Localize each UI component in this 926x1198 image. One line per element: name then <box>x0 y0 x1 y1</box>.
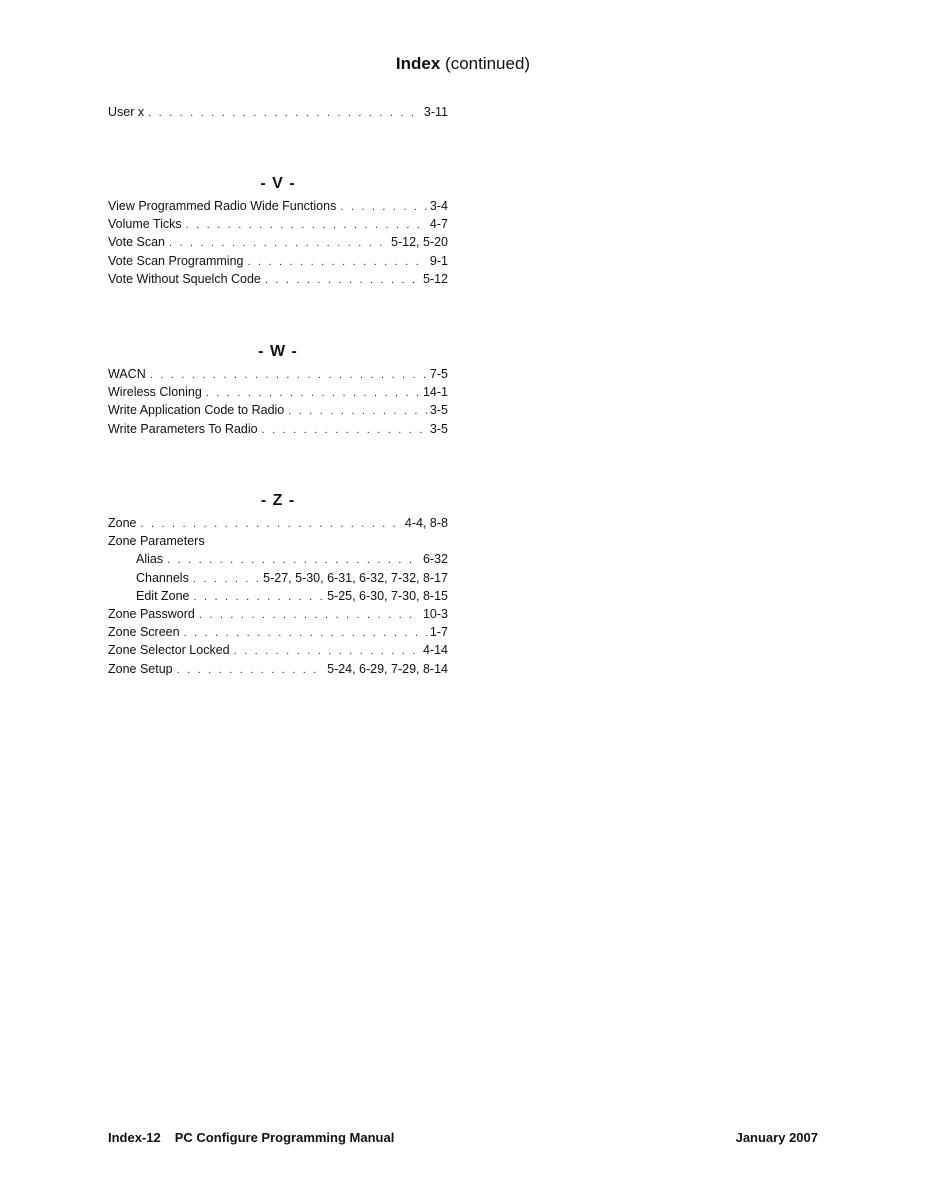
index-entry <box>108 365 448 383</box>
index-term: Channels <box>136 570 189 585</box>
index-subentry <box>108 587 448 605</box>
index-entry <box>108 660 448 678</box>
index-section-z <box>108 490 448 678</box>
index-term: User x <box>108 105 145 119</box>
dot-leader <box>193 570 260 587</box>
index-pages: 6-32 <box>422 552 448 567</box>
page-title: Index <box>395 54 441 73</box>
page-title-suffix: (continued) <box>445 54 531 73</box>
dot-leader <box>167 551 420 568</box>
index-pages: 4-7 <box>429 217 448 232</box>
index-pages: 5-27, 5-30, 6-31, 6-32, 7-32, 8-17 <box>263 570 448 585</box>
index-pages: 3-5 <box>429 403 448 418</box>
footer-left <box>108 1130 394 1145</box>
index-term: Zone Selector Locked <box>108 643 230 658</box>
index-pages: 9-1 <box>429 253 448 268</box>
index-term: Wireless Cloning <box>108 385 202 400</box>
index-entry <box>108 270 448 288</box>
index-pages: 5-25, 6-30, 7-30, 8-15 <box>327 588 448 603</box>
section-letter-heading: - W - <box>258 343 298 360</box>
dot-leader <box>262 421 427 438</box>
index-term: Zone Screen <box>108 625 180 640</box>
index-entry <box>108 420 448 438</box>
index-pages: 5-12 <box>422 271 448 286</box>
index-pages: 5-12, 5-20 <box>391 235 448 250</box>
section-letter-heading: - Z - <box>260 492 296 509</box>
index-entry <box>108 233 448 251</box>
dot-leader <box>340 198 427 215</box>
index-term: Vote Without Squelch Code <box>108 271 261 286</box>
index-section-v <box>108 173 448 288</box>
index-pages: 1-7 <box>429 625 448 640</box>
index-section-w <box>108 341 448 438</box>
dot-leader <box>248 253 427 270</box>
index-term: View Programmed Radio Wide Functions <box>108 199 337 213</box>
index-section-u <box>108 103 448 121</box>
index-term: Zone Parameters <box>108 534 205 549</box>
index-term: Zone <box>108 516 137 530</box>
index-pages: 3-11 <box>423 105 448 119</box>
index-pages: 3-4 <box>429 199 448 213</box>
index-pages: 7-5 <box>429 367 448 381</box>
index-term: Alias <box>136 552 164 567</box>
index-term: Vote Scan <box>108 235 165 250</box>
dot-leader <box>186 216 427 233</box>
index-term: Edit Zone <box>136 588 190 603</box>
dot-leader <box>199 606 420 623</box>
index-entry <box>108 641 448 659</box>
index-term: WACN <box>108 367 146 381</box>
index-pages: 4-4, 8-8 <box>404 516 448 530</box>
index-subentry <box>108 569 448 587</box>
index-entry-heading <box>108 532 448 550</box>
index-pages: 14-1 <box>422 385 448 400</box>
dot-leader <box>141 515 402 532</box>
page-footer <box>108 1130 818 1150</box>
index-pages: 5-24, 6-29, 7-29, 8-14 <box>327 661 448 676</box>
footer-date: January 2007 <box>735 1130 818 1145</box>
index-term: Write Parameters To Radio <box>108 421 258 436</box>
index-entry <box>108 197 448 215</box>
dot-leader <box>288 402 427 419</box>
footer-manual-title: PC Configure Programming Manual <box>174 1130 395 1145</box>
index-term: Vote Scan Programming <box>108 253 244 268</box>
dot-leader <box>265 271 420 288</box>
dot-leader <box>234 642 420 659</box>
dot-leader <box>177 661 324 678</box>
index-entry <box>108 103 448 121</box>
index-term: Write Application Code to Radio <box>108 403 285 418</box>
dot-leader <box>184 624 427 641</box>
index-pages: 3-5 <box>429 421 448 436</box>
dot-leader <box>169 234 388 251</box>
section-letter-heading: - V - <box>260 175 296 192</box>
index-entry <box>108 215 448 233</box>
index-entry <box>108 383 448 401</box>
dot-leader <box>150 366 427 383</box>
index-subentry <box>108 550 448 568</box>
index-pages: 4-14 <box>422 643 448 658</box>
index-entry <box>108 623 448 641</box>
index-entry <box>108 401 448 419</box>
dot-leader <box>206 384 420 401</box>
index-entry <box>108 605 448 623</box>
index-term: Volume Ticks <box>108 217 182 232</box>
index-pages: 10-3 <box>422 606 448 621</box>
index-term: Zone Password <box>108 606 195 621</box>
index-entry <box>108 514 448 532</box>
index-term: Zone Setup <box>108 661 173 676</box>
footer-page-number: Index-12 <box>108 1130 161 1145</box>
dot-leader <box>148 104 421 121</box>
dot-leader <box>194 588 325 605</box>
index-entry <box>108 252 448 270</box>
page-header <box>0 54 926 74</box>
